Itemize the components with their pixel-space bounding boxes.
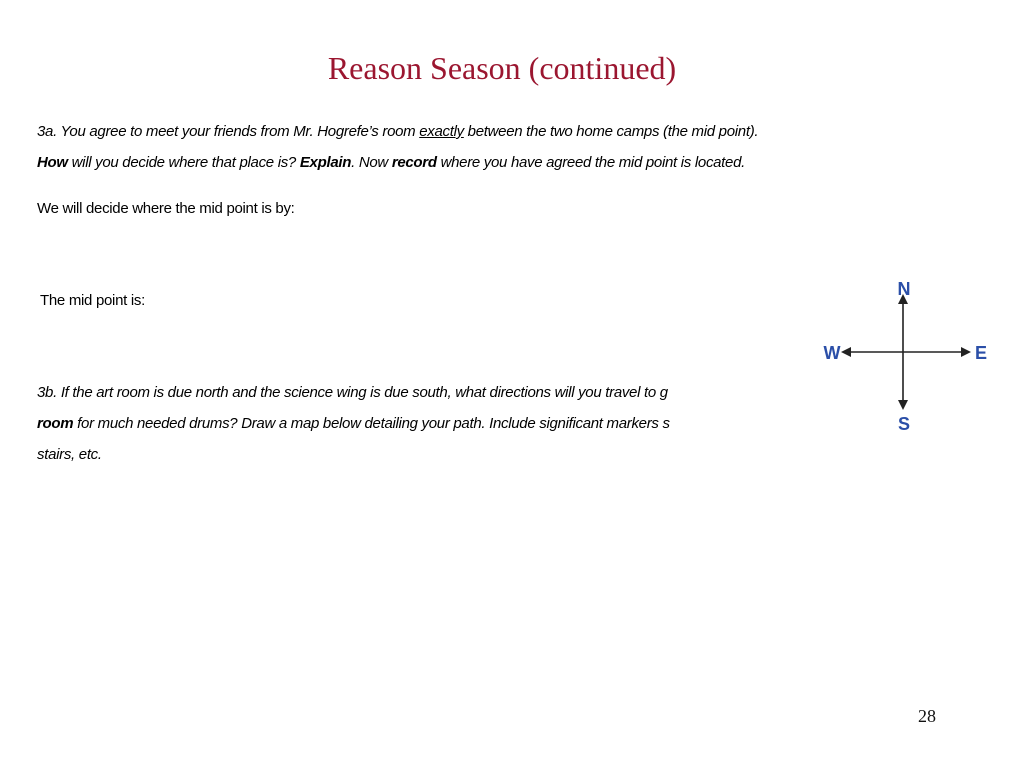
q3a-text-4: . Now [351,154,392,171]
q3a-explain-emphasis: Explain [299,154,352,171]
compass-rose-icon [815,268,991,440]
question-3b-line-1: 3b. If the art room is due north and the science wing is due south, what directions will you travel to g [37,384,668,401]
question-3a-line-1 [37,116,758,147]
q3a-exactly-emphasis: exactly [419,123,464,140]
question-3b-line-2 [37,408,670,439]
compass-west-label: W [823,343,841,363]
midpoint-method-label: We will decide where the mid point is by: [37,200,295,217]
question-3b-line-3: stairs, etc. [37,446,102,463]
midpoint-answer-label: The mid point is: [40,292,145,309]
q3b-text-2: for much needed drums? Draw a map below detailing your path. Include significant markers s [73,415,670,432]
page-number: 28 [918,706,936,726]
compass-rose-image [815,268,991,440]
q3a-how-emphasis: How [37,154,68,171]
compass-south-label: S [897,414,911,434]
q3a-text-3: will you decide where that place is? [67,154,300,171]
question-3a-line-2 [37,147,745,178]
compass-east-label: E [974,343,988,363]
q3a-text-5: where you have agreed the mid point is located. [436,154,746,171]
slide-title: Reason Season (continued) [327,50,677,86]
q3a-record-emphasis: record [391,154,437,171]
q3a-text-1: 3a. You agree to meet your friends from Mr. Hogrefe’s room [37,123,420,140]
q3a-text-2: between the two home camps (the mid point). [463,123,759,140]
compass-north-label: N [897,279,911,299]
q3b-room-emphasis: room [37,415,74,432]
